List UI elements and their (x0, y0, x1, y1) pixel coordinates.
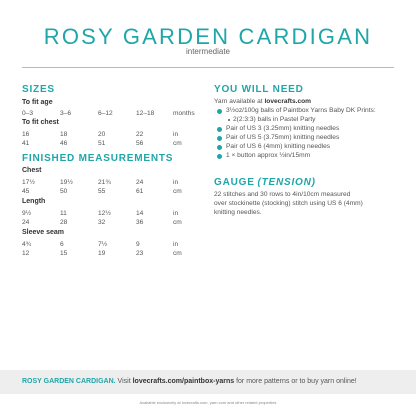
you-will-need-heading: YOU WILL NEED (214, 84, 304, 95)
length-cm-cell: 32 (98, 219, 106, 226)
chest-fit-cm-cell: 41 (22, 140, 30, 147)
bullet-icon (217, 145, 222, 150)
age-cell: 0–3 (22, 110, 34, 117)
lovecrafts-link[interactable]: lovecrafts.com (264, 98, 312, 105)
chest-in-cell: 24 (136, 179, 144, 186)
chest-fit-cell: 16 (22, 131, 30, 138)
fine-print: Available exclusively at lovecrafts.com, yarn.com and other related properties (139, 400, 277, 405)
chest-fit-cm-cell: 51 (98, 140, 106, 147)
sleeve-cm-cell: 23 (136, 250, 144, 257)
sub-bullet-icon (228, 119, 230, 121)
need-item: 3½oz/100g balls of Paintbox Yarns Baby DK Prints: (226, 107, 376, 114)
chest-in-cell: 19½ (60, 179, 73, 186)
chest-fit-cell: 18 (60, 131, 68, 138)
chest-cm-unit: cm (173, 188, 182, 195)
length-in-cell: 9½ (22, 210, 32, 217)
sleeve-in-cell: 7½ (98, 241, 108, 248)
need-item: Pair of US 3 (3.25mm) knitting needles (226, 125, 340, 132)
bullet-icon (217, 127, 222, 132)
gauge-line: over stockinette (stocking) stitch using US 6 (4mm) (214, 200, 363, 207)
difficulty-label: intermediate (185, 47, 231, 56)
sizes-column (22, 84, 212, 284)
yarn-intro-text: Yarn available at (214, 98, 265, 105)
bullet-icon (217, 109, 222, 114)
age-cell: 12–18 (136, 110, 155, 117)
chest-fit-cell: 22 (136, 131, 144, 138)
footer-text (22, 378, 357, 385)
chest-cm-cell: 45 (22, 188, 30, 195)
sleeve-in-cell: 9 (136, 241, 140, 248)
pattern-title: ROSY GARDEN CARDIGAN (43, 24, 373, 49)
chest-fit-unit: in (173, 131, 179, 138)
chest-in-cell: 21¾ (98, 179, 111, 186)
chest-fit-label: To fit chest (22, 119, 59, 126)
length-cm-cell: 24 (22, 219, 30, 226)
length-label: Length (22, 198, 46, 205)
sleeve-label: Sleeve seam (22, 229, 65, 236)
chest-in-cell: 17½ (22, 179, 35, 186)
length-in-cell: 11 (60, 210, 67, 217)
age-label: To fit age (22, 99, 53, 106)
bullet-icon (217, 154, 222, 159)
sizes-heading: SIZES (22, 84, 55, 95)
bullet-icon (217, 136, 222, 141)
length-cm-cell: 36 (136, 219, 144, 226)
footer-link[interactable]: lovecrafts.com/paintbox-yarns (132, 378, 235, 385)
gauge-line: 22 stitches and 30 rows to 4in/10cm measured (214, 191, 351, 198)
need-item: Pair of US 5 (3.75mm) knitting needles (226, 134, 340, 141)
sleeve-cm-cell: 12 (22, 250, 30, 257)
sleeve-cm-cell: 15 (60, 250, 68, 257)
chest-cm-cell: 55 (98, 188, 106, 195)
length-cm-unit: cm (173, 219, 182, 226)
chest-fit-cm-cell: 46 (60, 140, 68, 147)
sleeve-cm-cell: 19 (98, 250, 106, 257)
need-subitem: 2(2:3:3) balls in Pastel Party (233, 116, 316, 123)
sleeve-in-cell: 6 (60, 241, 64, 248)
age-unit: months (173, 110, 195, 117)
footer-pattern-name: ROSY GARDEN CARDIGAN. (22, 378, 116, 385)
finished-heading: FINISHED MEASUREMENTS (22, 153, 174, 164)
sleeve-in-cell: 4¾ (22, 241, 32, 248)
chest-fit-cm-unit: cm (173, 140, 182, 147)
footer-bar (0, 370, 416, 394)
chest-cm-cell: 61 (136, 188, 144, 195)
chest-fit-cell: 20 (98, 131, 106, 138)
length-cm-cell: 28 (60, 219, 68, 226)
age-cell: 3–6 (60, 110, 72, 117)
gauge-heading-italic: (TENSION) (257, 177, 316, 188)
length-in-cell: 14 (136, 210, 144, 217)
age-cell: 6–12 (98, 110, 113, 117)
length-in-unit: in (173, 210, 179, 217)
sleeve-cm-unit: cm (173, 250, 182, 257)
chest-cm-cell: 50 (60, 188, 68, 195)
chest-label: Chest (22, 167, 42, 174)
gauge-heading (214, 177, 316, 188)
need-item: Pair of US 6 (4mm) knitting needles (226, 143, 331, 150)
divider (22, 67, 394, 68)
footer-visit: Visit (115, 378, 133, 385)
sleeve-in-unit: in (173, 241, 179, 248)
chest-in-unit: in (173, 179, 179, 186)
length-in-cell: 12½ (98, 210, 111, 217)
gauge-heading-text: GAUGE (214, 177, 255, 188)
yarn-intro (214, 97, 311, 106)
materials-column (214, 84, 404, 284)
chest-fit-cm-cell: 56 (136, 140, 144, 147)
gauge-line: knitting needles. (214, 209, 262, 216)
need-item: 1 × button approx ½in/15mm (226, 152, 311, 159)
footer-rest: for more patterns or to buy yarn online! (234, 378, 357, 385)
